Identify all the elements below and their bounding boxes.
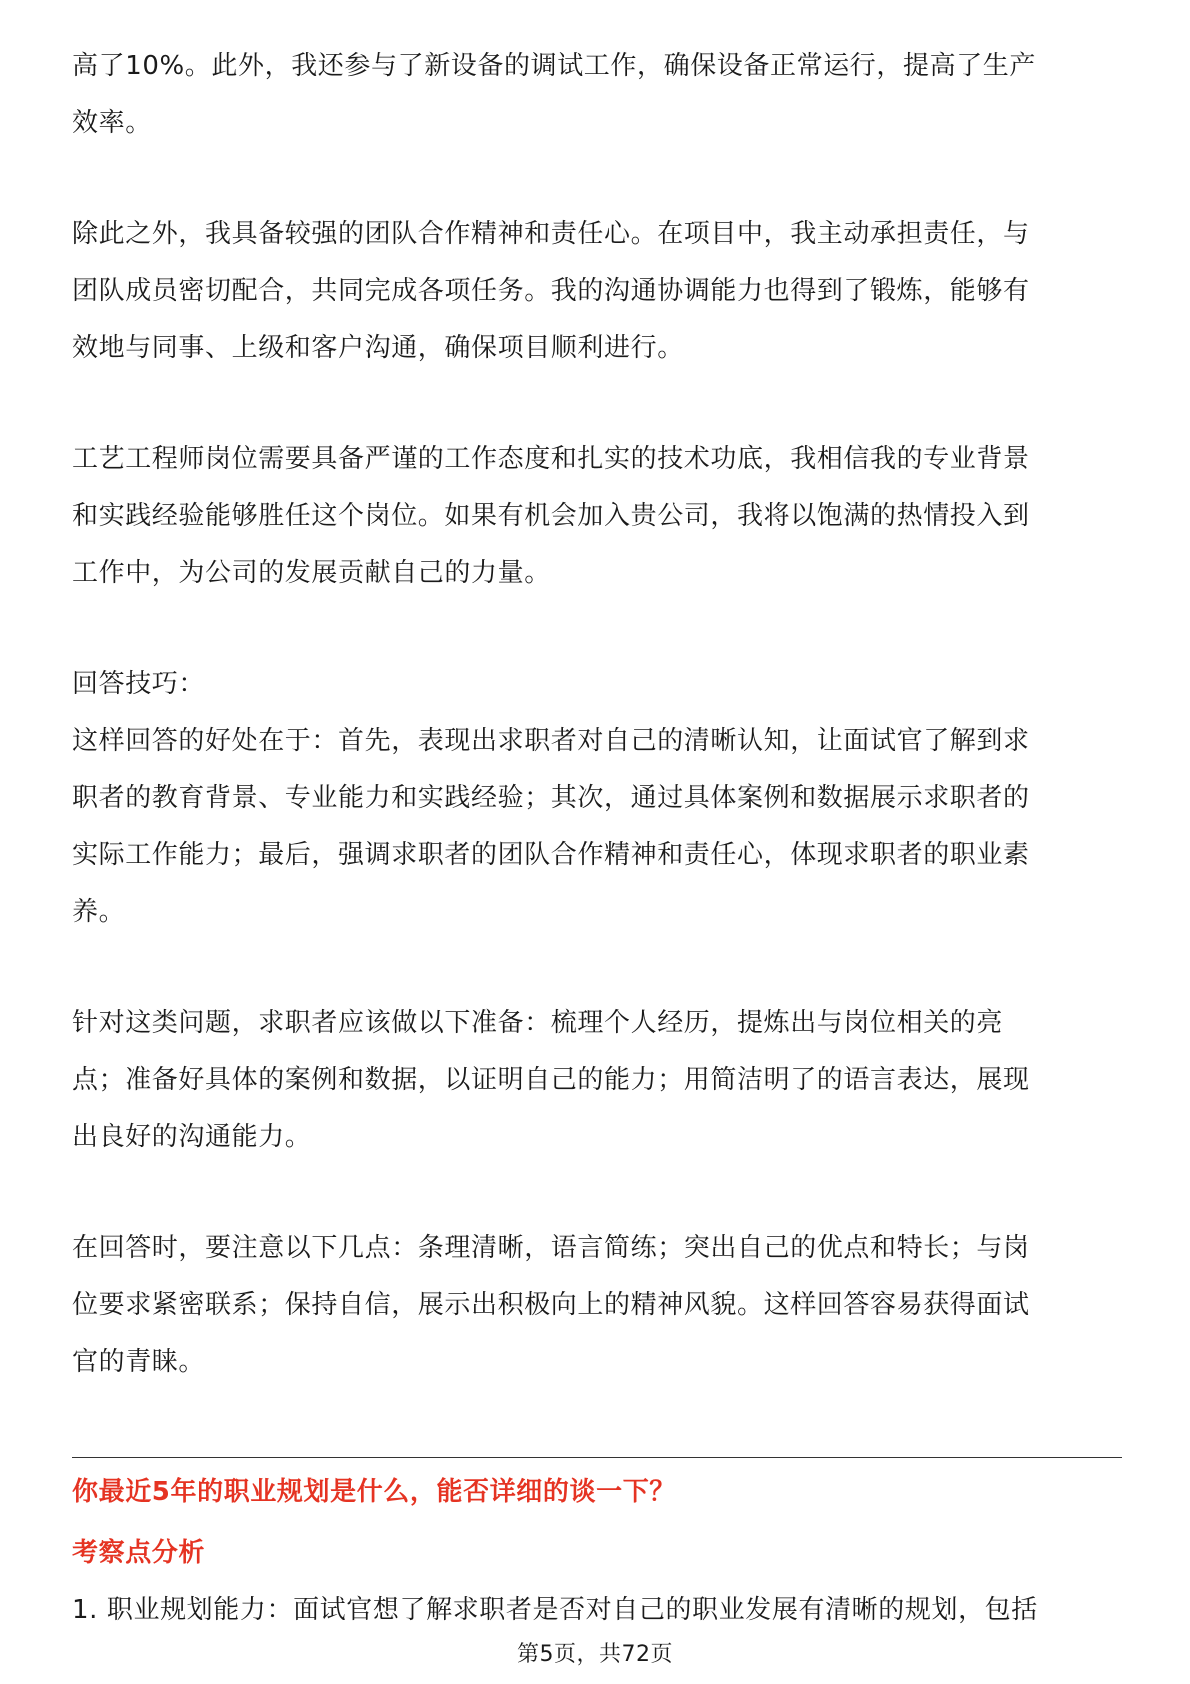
text-line: 和实践经验能够胜任这个岗位。如果有机会加入贵公司，我将以饱满的热情投入到	[72, 501, 1030, 531]
paragraph	[72, 38, 1122, 152]
text-line: 这样回答的好处在于：首先，表现出求职者对自己的清晰认知，让面试官了解到求	[72, 726, 1030, 756]
text-line: 团队成员密切配合，共同完成各项任务。我的沟通协调能力也得到了锻炼，能够有	[72, 276, 1030, 306]
text-line: 在回答时，要注意以下几点：条理清晰，语言简练；突出自己的优点和特长；与岗	[72, 1233, 1030, 1263]
document-body	[72, 38, 1122, 1391]
text-line: 针对这类问题，求职者应该做以下准备：梳理个人经历，提炼出与岗位相关的亮	[72, 1008, 1004, 1038]
text-line: 养。	[72, 897, 126, 927]
paragraph	[72, 431, 1122, 602]
section-divider	[72, 1457, 1122, 1458]
text-line: 工艺工程师岗位需要具备严谨的工作态度和扎实的技术功底，我相信我的专业背景	[72, 444, 1030, 474]
paragraph	[72, 656, 1122, 941]
question-title: 你最近5年的职业规划是什么，能否详细的谈一下？	[72, 1477, 676, 1507]
paragraph	[72, 995, 1122, 1166]
paragraph	[72, 1220, 1122, 1391]
text-line: 效率。	[72, 108, 152, 138]
text-line: 官的青睐。	[72, 1347, 206, 1377]
text-line: 回答技巧：	[72, 669, 206, 699]
paragraph	[72, 206, 1122, 377]
analysis-heading: 考察点分析	[72, 1538, 206, 1568]
text-line: 点；准备好具体的案例和数据，以证明自己的能力；用简洁明了的语言表达，展现	[72, 1065, 1030, 1095]
text-line: 职者的教育背景、专业能力和实践经验；其次，通过具体案例和数据展示求职者的	[72, 783, 1030, 813]
text-line: 工作中，为公司的发展贡献自己的力量。	[72, 558, 551, 588]
text-line: 出良好的沟通能力。	[72, 1122, 312, 1152]
text-line: 实际工作能力；最后，强调求职者的团队合作精神和责任心，体现求职者的职业素	[72, 840, 1030, 870]
text-line: 高了10%。此外，我还参与了新设备的调试工作，确保设备正常运行，提高了生产	[72, 51, 1036, 81]
text-line: 位要求紧密联系；保持自信，展示出积极向上的精神风貌。这样回答容易获得面试	[72, 1290, 1030, 1320]
text-line: 效地与同事、上级和客户沟通，确保项目顺利进行。	[72, 333, 684, 363]
text-line: 除此之外，我具备较强的团队合作精神和责任心。在项目中，我主动承担责任，与	[72, 219, 1030, 249]
page-number: 第5页，共72页	[517, 1642, 673, 1667]
list-item: 1. 职业规划能力：面试官想了解求职者是否对自己的职业发展有清晰的规划，包括	[72, 1595, 1038, 1625]
